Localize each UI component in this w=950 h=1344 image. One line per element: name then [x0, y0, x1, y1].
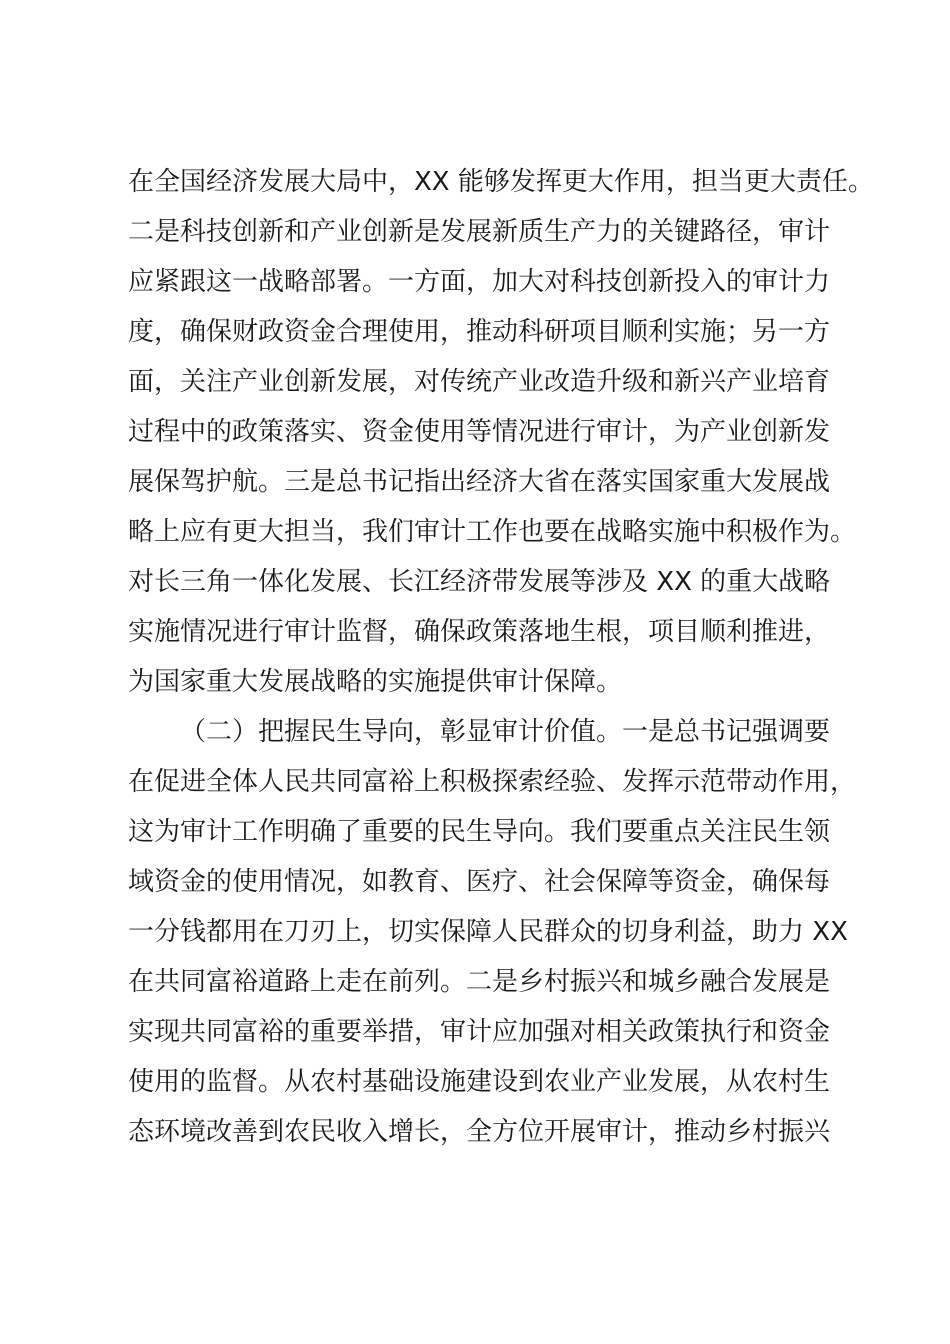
text-line: 应紧跟这一战略部署。一方面，加大对科技创新投入的审计力 [128, 267, 831, 297]
text-line: 域资金的使用情况，如教育、医疗、社会保障等资金，确保每 [128, 867, 831, 897]
text-line: 使用的监督。从农村基础设施建设到农业产业发展，从农村生 [128, 1067, 831, 1097]
text-line: 在促进全体人民共同富裕上积极探索经验、发挥示范带动作用， [128, 767, 857, 797]
text-line: 实施情况进行审计监督，确保政策落地生根，项目顺利推进， [128, 617, 831, 647]
section-heading-line: （二）把握民生导向，彰显审计价值。一是总书记强调要 [180, 717, 831, 747]
text-line: 面，关注产业创新发展，对传统产业改造升级和新兴产业培育 [128, 367, 831, 397]
text-line: 实现共同富裕的重要举措，审计应加强对相关政策执行和资金 [128, 1017, 831, 1047]
text-line: 对长三角一体化发展、长江经济带发展等涉及 XX 的重大战略 [128, 567, 831, 597]
text-line: 略上应有更大担当，我们审计工作也要在战略实施中积极作为。 [128, 517, 857, 547]
text-line: 在共同富裕道路上走在前列。二是乡村振兴和城乡融合发展是 [128, 967, 831, 997]
text-line: 过程中的政策落实、资金使用等情况进行审计，为产业创新发 [128, 417, 831, 447]
text-line: 展保驾护航。三是总书记指出经济大省在落实国家重大发展战 [128, 467, 831, 497]
text-line: 态环境改善到农民收入增长，全方位开展审计，推动乡村振兴 [128, 1117, 831, 1147]
text-line: 为国家重大发展战略的实施提供审计保障。 [128, 667, 623, 697]
text-line: 二是科技创新和产业创新是发展新质生产力的关键路径，审计 [128, 217, 831, 247]
text-line: 一分钱都用在刀刃上，切实保障人民群众的切身利益，助力 XX [128, 917, 848, 947]
document-body [128, 157, 874, 1157]
text-line: 这为审计工作明确了重要的民生导向。我们要重点关注民生领 [128, 817, 831, 847]
text-line: 在全国经济发展大局中，XX 能够发挥更大作用，担当更大责任。 [128, 167, 874, 197]
text-line: 度，确保财政资金合理使用，推动科研项目顺利实施；另一方 [128, 317, 831, 347]
